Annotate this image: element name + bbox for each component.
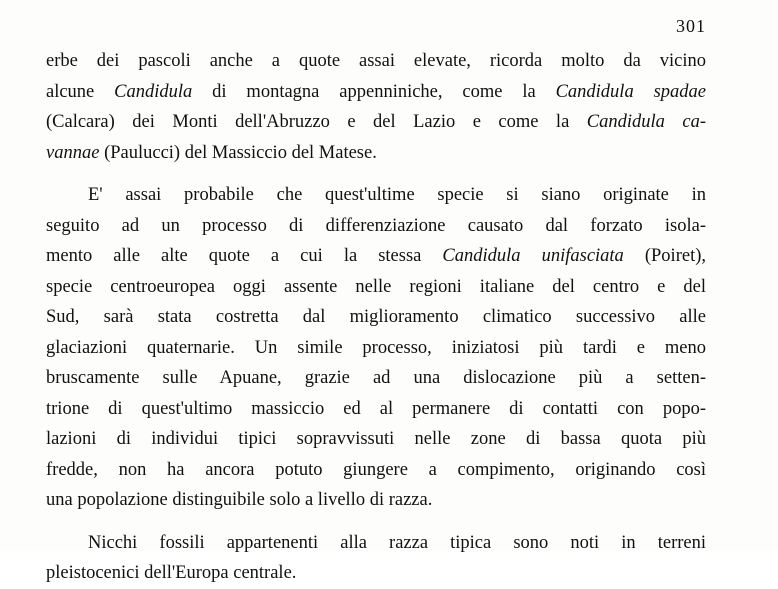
text-span: una popolazione distinguibile solo a livello di razza. bbox=[46, 490, 433, 510]
text-span: (Poiret), bbox=[623, 246, 706, 266]
text-line bbox=[46, 302, 706, 333]
italic-text: Candidula spadae bbox=[555, 81, 706, 102]
text-line bbox=[46, 528, 706, 559]
paragraph-gap bbox=[46, 168, 706, 180]
body-text bbox=[46, 46, 706, 589]
text-span: (Paulucci) del Massiccio del Matese. bbox=[99, 142, 377, 163]
text-line bbox=[46, 558, 706, 589]
text-line bbox=[46, 455, 706, 486]
text-span: trione di quest'ultimo massiccio ed al permanere di contatti con popo- bbox=[46, 398, 706, 419]
paragraph bbox=[46, 46, 706, 168]
text-line bbox=[46, 394, 706, 425]
text-span: mento alle alte quote a cui la stessa bbox=[46, 246, 443, 266]
text-span: fredde, non ha ancora potuto giungere a compimento, originando così bbox=[46, 459, 706, 480]
text-span: glaciazioni quaternarie. Un simile processo, iniziatosi più tardi e meno bbox=[46, 337, 706, 358]
text-line bbox=[46, 272, 706, 303]
text-span: lazioni di individui tipici sopravvissuti nelle zone di bassa quota più bbox=[46, 429, 706, 449]
paragraph-gap bbox=[46, 516, 706, 528]
text-span: pleistocenici dell'Europa centrale. bbox=[46, 563, 297, 583]
italic-text: Candidula ca- bbox=[586, 112, 707, 132]
text-span: E' assai probabile che quest'ultime specie si siano originate in bbox=[88, 185, 706, 205]
text-line bbox=[46, 333, 706, 364]
page-number: 301 bbox=[676, 16, 706, 36]
text-span: (Calcara) dei Monti dell'Abruzzo e del Lazio e come la bbox=[46, 112, 587, 132]
text-line bbox=[46, 107, 706, 138]
paragraph bbox=[46, 528, 706, 589]
text-line bbox=[46, 485, 706, 516]
italic-text: Candidula bbox=[114, 81, 193, 102]
text-span: specie centroeuropea oggi assente nelle regioni italiane del centro e del bbox=[46, 276, 706, 297]
text-span: alcune bbox=[46, 81, 115, 102]
italic-text: vannae bbox=[46, 142, 100, 163]
text-span: erbe dei pascoli anche a quote assai elevate, ricorda molto da vicino bbox=[46, 51, 706, 71]
text-line bbox=[46, 180, 706, 211]
text-span: di montagna appenniniche, come la bbox=[192, 81, 556, 102]
text-line bbox=[46, 138, 706, 169]
text-span: seguito ad un processo di differenziazione causato dal forzato isola- bbox=[46, 215, 706, 236]
text-span: bruscamente sulle Apuane, grazie ad una dislocazione più a setten- bbox=[46, 368, 706, 388]
text-line bbox=[46, 424, 706, 455]
text-line bbox=[46, 211, 706, 242]
text-line bbox=[46, 241, 706, 272]
text-line bbox=[46, 46, 706, 77]
text-span: Sud, sarà stata costretta dal miglioramento climatico successivo alle bbox=[46, 307, 706, 327]
paragraph bbox=[46, 180, 706, 516]
text-span: Nicchi fossili appartenenti alla razza tipica sono noti in terreni bbox=[88, 532, 706, 553]
italic-text: Candidula unifasciata bbox=[442, 246, 624, 266]
text-line bbox=[46, 363, 706, 394]
text-line bbox=[46, 77, 706, 108]
